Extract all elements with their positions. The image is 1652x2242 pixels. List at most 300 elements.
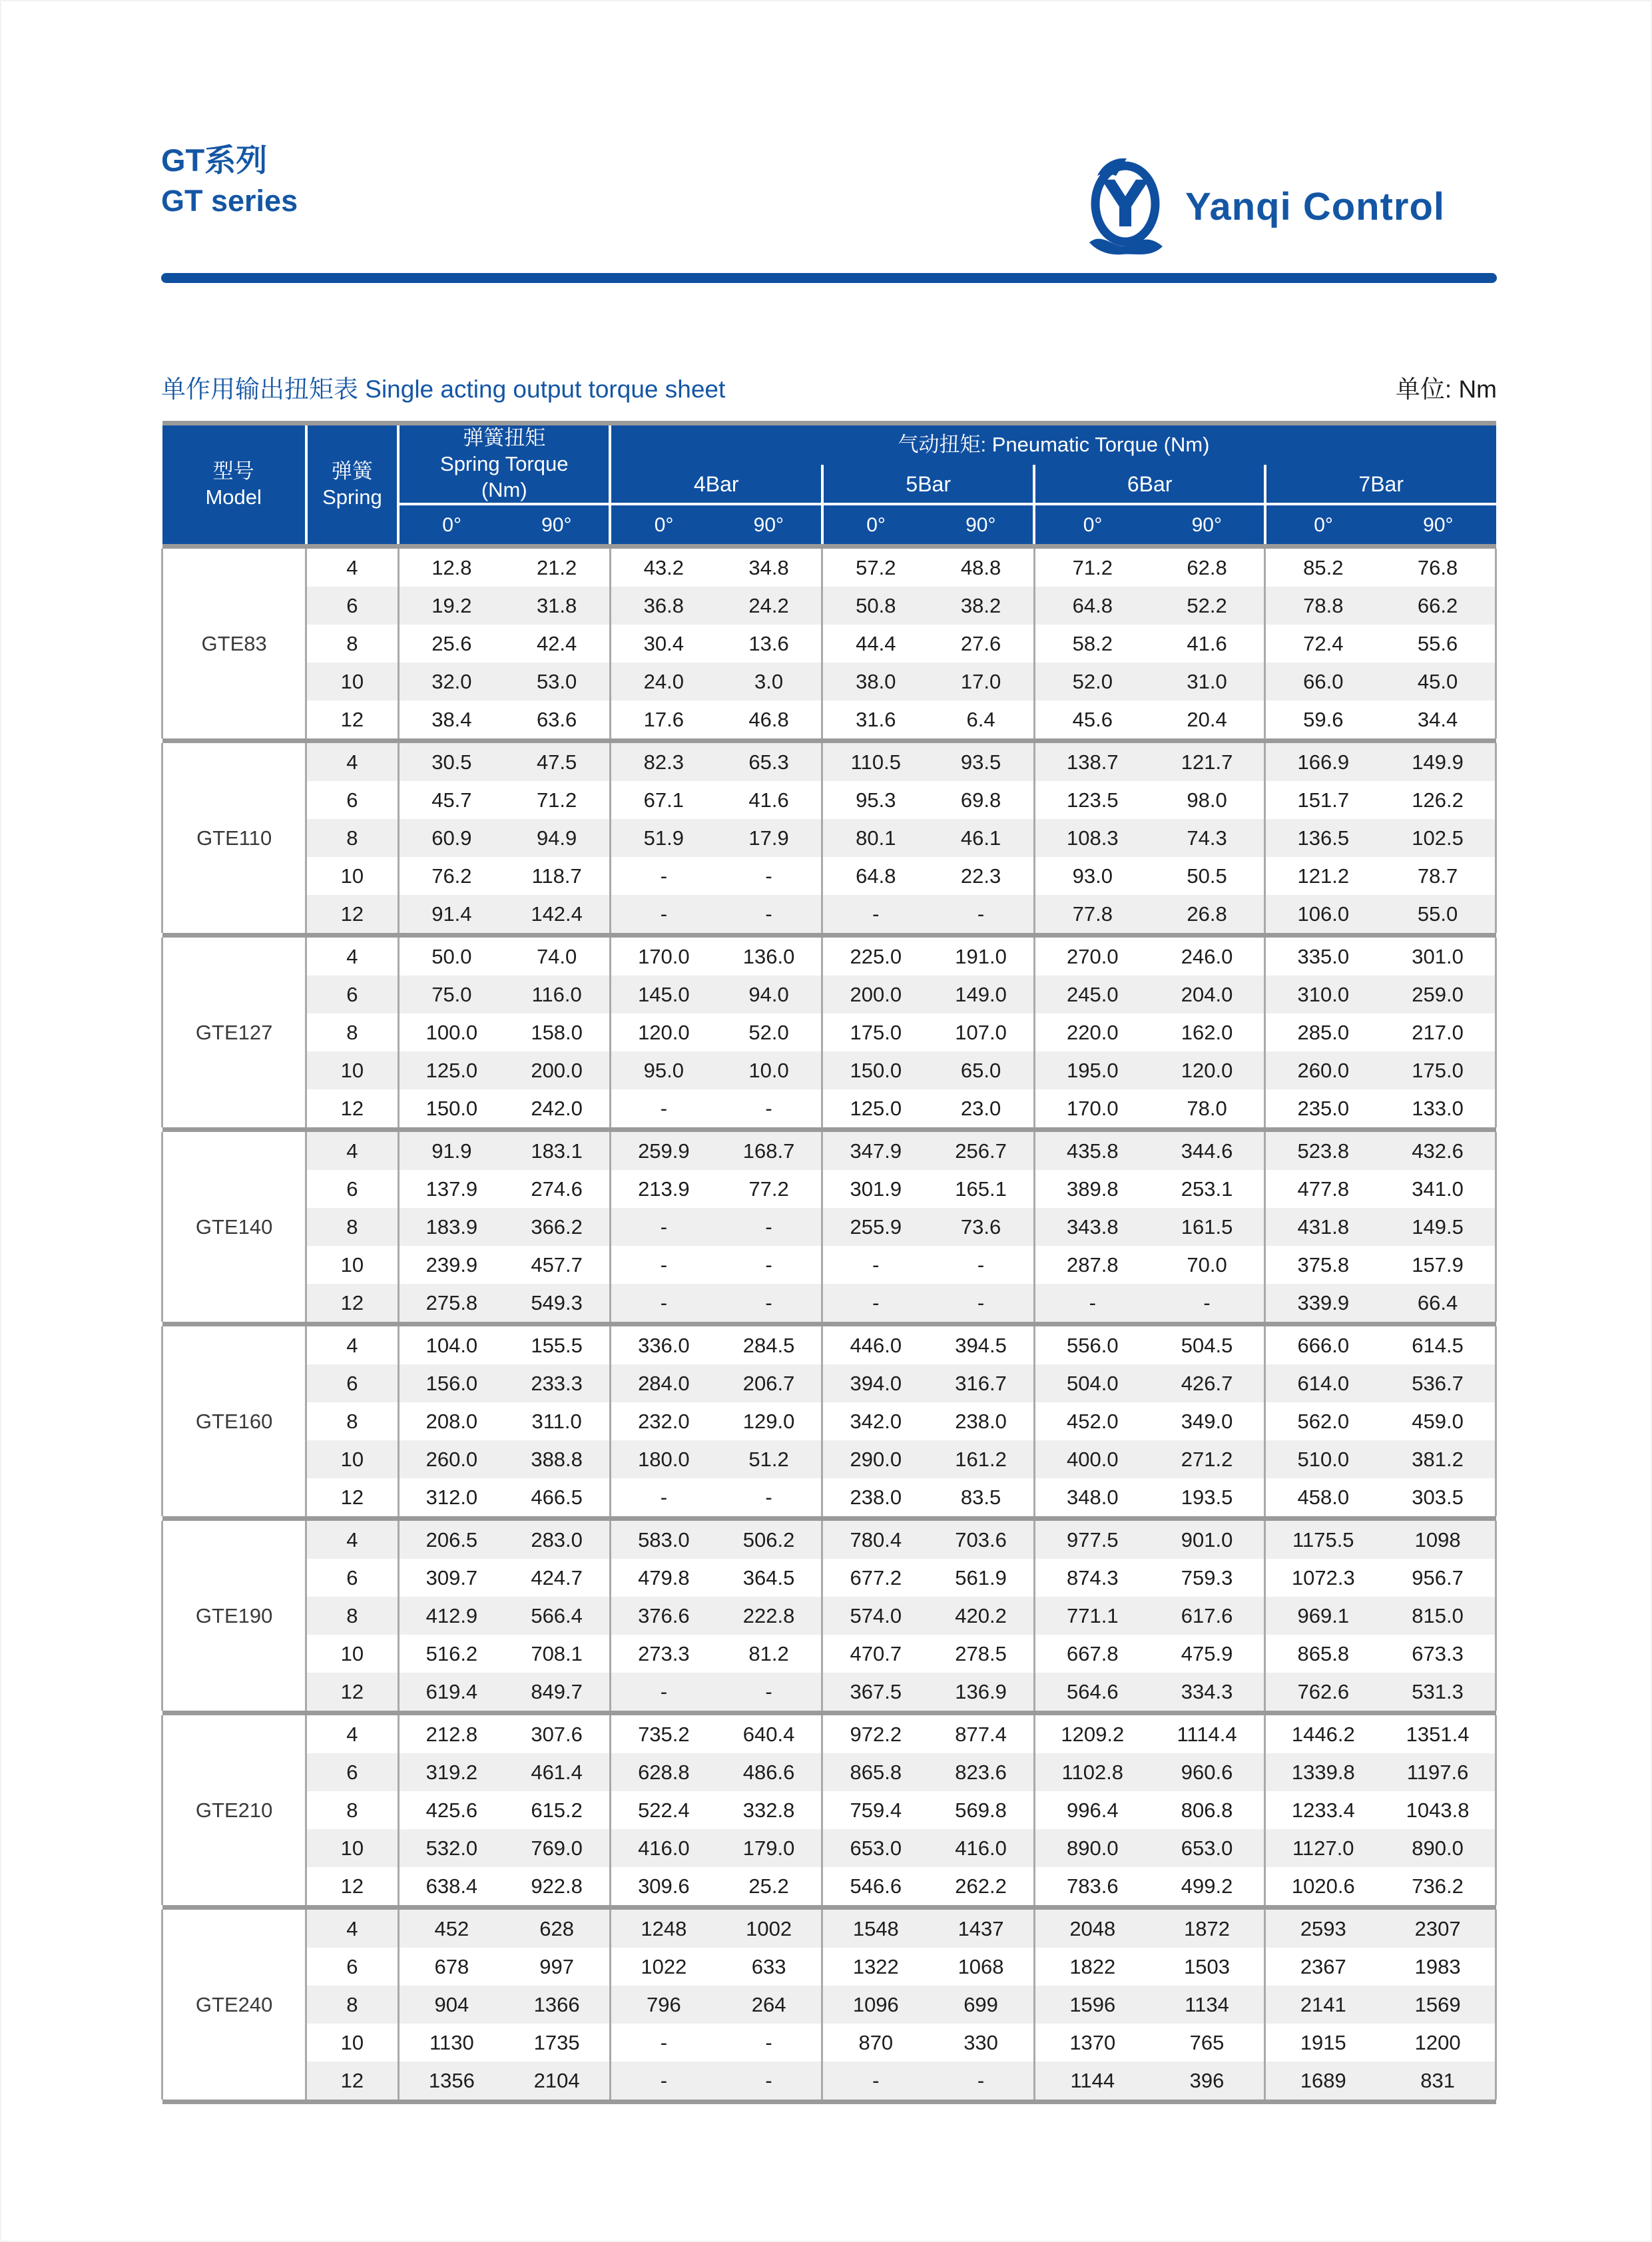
header-spring bbox=[306, 425, 398, 544]
value-cell: - bbox=[928, 895, 1034, 933]
value-cell: 735.2 bbox=[610, 1715, 716, 1753]
brand-logo bbox=[1085, 153, 1445, 260]
value-cell: 1351.4 bbox=[1380, 1715, 1496, 1753]
spring-cell: 4 bbox=[306, 1521, 398, 1559]
value-cell: 13.6 bbox=[716, 625, 822, 663]
value-cell: 703.6 bbox=[928, 1521, 1034, 1559]
value-cell: - bbox=[610, 1089, 716, 1127]
value-cell: 307.6 bbox=[504, 1715, 610, 1753]
value-cell: 22.3 bbox=[928, 857, 1034, 895]
value-cell: 43.2 bbox=[610, 549, 716, 587]
value-cell: 12.8 bbox=[398, 549, 504, 587]
value-cell: 504.0 bbox=[1034, 1364, 1149, 1402]
value-cell: 614.0 bbox=[1265, 1364, 1380, 1402]
value-cell: 17.9 bbox=[716, 819, 822, 857]
value-cell: 666.0 bbox=[1265, 1326, 1380, 1364]
table-row bbox=[162, 1089, 1496, 1127]
value-cell: - bbox=[716, 1478, 822, 1516]
header-model-zh: 型号 bbox=[212, 459, 254, 483]
value-cell: - bbox=[716, 857, 822, 895]
model-cell: GTE110 bbox=[162, 743, 306, 933]
value-cell: 316.7 bbox=[928, 1364, 1034, 1402]
value-cell: 78.8 bbox=[1265, 587, 1380, 625]
value-cell: 1233.4 bbox=[1265, 1791, 1380, 1829]
header-deg0: 0° bbox=[822, 504, 928, 544]
value-cell: 870 bbox=[822, 2024, 928, 2062]
value-cell: 232.0 bbox=[610, 1402, 716, 1440]
value-cell: 245.0 bbox=[1034, 976, 1149, 1013]
value-cell: 569.8 bbox=[928, 1791, 1034, 1829]
table-row bbox=[162, 1326, 1496, 1364]
value-cell: 1130 bbox=[398, 2024, 504, 2062]
spring-cell: 12 bbox=[306, 2062, 398, 2100]
value-cell: 162.0 bbox=[1150, 1013, 1265, 1051]
value-cell: 165.1 bbox=[928, 1170, 1034, 1208]
group-separator bbox=[162, 1516, 1496, 1521]
value-cell: 94.9 bbox=[504, 819, 610, 857]
spring-cell: 4 bbox=[306, 1326, 398, 1364]
value-cell: 831 bbox=[1380, 2062, 1496, 2100]
series-title-en: GT series bbox=[161, 184, 298, 218]
table-row bbox=[162, 549, 1496, 587]
table-row bbox=[162, 857, 1496, 895]
spring-cell: 10 bbox=[306, 2024, 398, 2062]
value-cell: 1356 bbox=[398, 2062, 504, 2100]
value-cell: 367.5 bbox=[822, 1673, 928, 1711]
value-cell: 532.0 bbox=[398, 1829, 504, 1867]
value-cell: 93.5 bbox=[928, 743, 1034, 781]
value-cell: 376.6 bbox=[610, 1597, 716, 1635]
value-cell: 769.0 bbox=[504, 1829, 610, 1867]
spring-cell: 4 bbox=[306, 938, 398, 976]
value-cell: 275.8 bbox=[398, 1284, 504, 1322]
value-cell: 191.0 bbox=[928, 938, 1034, 976]
value-cell: 121.2 bbox=[1265, 857, 1380, 895]
value-cell: 166.9 bbox=[1265, 743, 1380, 781]
value-cell: 341.0 bbox=[1380, 1170, 1496, 1208]
value-cell: 310.0 bbox=[1265, 976, 1380, 1013]
value-cell: 38.2 bbox=[928, 587, 1034, 625]
value-cell: 63.6 bbox=[504, 701, 610, 738]
value-cell: 45.0 bbox=[1380, 663, 1496, 701]
value-cell: 85.2 bbox=[1265, 549, 1380, 587]
value-cell: 57.2 bbox=[822, 549, 928, 587]
value-cell: 2593 bbox=[1265, 1910, 1380, 1948]
header-model-en: Model bbox=[205, 485, 262, 509]
value-cell: 242.0 bbox=[504, 1089, 610, 1127]
table-row bbox=[162, 1597, 1496, 1635]
value-cell: 20.4 bbox=[1150, 701, 1265, 738]
value-cell: 342.0 bbox=[822, 1402, 928, 1440]
table-row bbox=[162, 938, 1496, 976]
value-cell: 309.7 bbox=[398, 1559, 504, 1597]
value-cell: - bbox=[610, 857, 716, 895]
value-cell: 150.0 bbox=[822, 1051, 928, 1089]
value-cell: 2048 bbox=[1034, 1910, 1149, 1948]
value-cell: 95.0 bbox=[610, 1051, 716, 1089]
value-cell: 238.0 bbox=[928, 1402, 1034, 1440]
value-cell: 3.0 bbox=[716, 663, 822, 701]
value-cell: 640.4 bbox=[716, 1715, 822, 1753]
value-cell: - bbox=[822, 895, 928, 933]
value-cell: 566.4 bbox=[504, 1597, 610, 1635]
value-cell: 466.5 bbox=[504, 1478, 610, 1516]
value-cell: 78.7 bbox=[1380, 857, 1496, 895]
table-row bbox=[162, 1402, 1496, 1440]
header-deg90: 90° bbox=[1380, 504, 1496, 544]
value-cell: 400.0 bbox=[1034, 1440, 1149, 1478]
value-cell: 1872 bbox=[1150, 1910, 1265, 1948]
unit-label: 单位: Nm bbox=[1395, 376, 1497, 403]
spring-cell: 4 bbox=[306, 1715, 398, 1753]
value-cell: 1072.3 bbox=[1265, 1559, 1380, 1597]
value-cell: 997 bbox=[504, 1948, 610, 1986]
value-cell: 815.0 bbox=[1380, 1597, 1496, 1635]
value-cell: - bbox=[822, 1284, 928, 1322]
value-cell: 290.0 bbox=[822, 1440, 928, 1478]
spring-cell: 10 bbox=[306, 1440, 398, 1478]
value-cell: 150.0 bbox=[398, 1089, 504, 1127]
value-cell: 256.7 bbox=[928, 1132, 1034, 1170]
value-cell: 336.0 bbox=[610, 1326, 716, 1364]
value-cell: 212.8 bbox=[398, 1715, 504, 1753]
spring-cell: 4 bbox=[306, 1910, 398, 1948]
value-cell: 562.0 bbox=[1265, 1402, 1380, 1440]
value-cell: 1043.8 bbox=[1380, 1791, 1496, 1829]
value-cell: - bbox=[1034, 1284, 1149, 1322]
value-cell: 619.4 bbox=[398, 1673, 504, 1711]
spring-cell: 8 bbox=[306, 819, 398, 857]
value-cell: 311.0 bbox=[504, 1402, 610, 1440]
value-cell: 667.8 bbox=[1034, 1635, 1149, 1673]
value-cell: 6.4 bbox=[928, 701, 1034, 738]
header-deg0: 0° bbox=[398, 504, 504, 544]
value-cell: 531.3 bbox=[1380, 1673, 1496, 1711]
value-cell: 80.1 bbox=[822, 819, 928, 857]
table-row bbox=[162, 701, 1496, 738]
value-cell: - bbox=[610, 1284, 716, 1322]
value-cell: 1175.5 bbox=[1265, 1521, 1380, 1559]
value-cell: 546.6 bbox=[822, 1867, 928, 1905]
value-cell: 259.9 bbox=[610, 1132, 716, 1170]
value-cell: 574.0 bbox=[822, 1597, 928, 1635]
spring-cell: 12 bbox=[306, 895, 398, 933]
value-cell: 890.0 bbox=[1380, 1829, 1496, 1867]
value-cell: 583.0 bbox=[610, 1521, 716, 1559]
spring-cell: 6 bbox=[306, 1364, 398, 1402]
table-row bbox=[162, 976, 1496, 1013]
value-cell: 253.1 bbox=[1150, 1170, 1265, 1208]
value-cell: 133.0 bbox=[1380, 1089, 1496, 1127]
value-cell: 1596 bbox=[1034, 1986, 1149, 2024]
value-cell: 638.4 bbox=[398, 1867, 504, 1905]
value-cell: 1102.8 bbox=[1034, 1753, 1149, 1791]
header-deg0: 0° bbox=[610, 504, 716, 544]
value-cell: 499.2 bbox=[1150, 1867, 1265, 1905]
value-cell: 158.0 bbox=[504, 1013, 610, 1051]
spring-cell: 12 bbox=[306, 1284, 398, 1322]
value-cell: 470.7 bbox=[822, 1635, 928, 1673]
spring-cell: 6 bbox=[306, 1170, 398, 1208]
value-cell: 347.9 bbox=[822, 1132, 928, 1170]
spring-cell: 6 bbox=[306, 1753, 398, 1791]
header-spring-torque bbox=[398, 425, 610, 504]
value-cell: 34.8 bbox=[716, 549, 822, 587]
value-cell: 149.5 bbox=[1380, 1208, 1496, 1246]
value-cell: 23.0 bbox=[928, 1089, 1034, 1127]
value-cell: 771.1 bbox=[1034, 1597, 1149, 1635]
value-cell: 175.0 bbox=[1380, 1051, 1496, 1089]
value-cell: 890.0 bbox=[1034, 1829, 1149, 1867]
value-cell: 31.0 bbox=[1150, 663, 1265, 701]
value-cell: 175.0 bbox=[822, 1013, 928, 1051]
value-cell: - bbox=[716, 1208, 822, 1246]
value-cell: 59.6 bbox=[1265, 701, 1380, 738]
value-cell: 510.0 bbox=[1265, 1440, 1380, 1478]
spring-cell: 12 bbox=[306, 1089, 398, 1127]
value-cell: 457.7 bbox=[504, 1246, 610, 1284]
header-pneumatic-torque: 气动扭矩: Pneumatic Torque (Nm) bbox=[610, 425, 1496, 465]
value-cell: 246.0 bbox=[1150, 938, 1265, 976]
value-cell: 458.0 bbox=[1265, 1478, 1380, 1516]
spring-cell: 8 bbox=[306, 1597, 398, 1635]
value-cell: 204.0 bbox=[1150, 976, 1265, 1013]
value-cell: 30.4 bbox=[610, 625, 716, 663]
table-row bbox=[162, 1521, 1496, 1559]
value-cell: 339.9 bbox=[1265, 1284, 1380, 1322]
table-row bbox=[162, 1208, 1496, 1246]
value-cell: 506.2 bbox=[716, 1521, 822, 1559]
value-cell: 138.7 bbox=[1034, 743, 1149, 781]
value-cell: 564.6 bbox=[1034, 1673, 1149, 1711]
value-cell: 50.0 bbox=[398, 938, 504, 976]
table-row bbox=[162, 1478, 1496, 1516]
value-cell: 106.0 bbox=[1265, 895, 1380, 933]
value-cell: 823.6 bbox=[928, 1753, 1034, 1791]
value-cell: 678 bbox=[398, 1948, 504, 1986]
svg-text:Y: Y bbox=[1102, 167, 1149, 242]
group-separator bbox=[162, 1127, 1496, 1132]
spring-cell: 6 bbox=[306, 1948, 398, 1986]
value-cell: - bbox=[716, 1284, 822, 1322]
group-separator bbox=[162, 2100, 1496, 2104]
yanqi-logo-icon bbox=[1085, 153, 1165, 260]
table-row bbox=[162, 1715, 1496, 1753]
value-cell: 116.0 bbox=[504, 976, 610, 1013]
table-row bbox=[162, 1986, 1496, 2024]
table-row bbox=[162, 663, 1496, 701]
value-cell: - bbox=[928, 1284, 1034, 1322]
value-cell: 183.1 bbox=[504, 1132, 610, 1170]
value-cell: 73.6 bbox=[928, 1208, 1034, 1246]
value-cell: 1114.4 bbox=[1150, 1715, 1265, 1753]
value-cell: 628 bbox=[504, 1910, 610, 1948]
value-cell: 91.4 bbox=[398, 895, 504, 933]
value-cell: 536.7 bbox=[1380, 1364, 1496, 1402]
value-cell: 34.4 bbox=[1380, 701, 1496, 738]
value-cell: 38.4 bbox=[398, 701, 504, 738]
value-cell: 200.0 bbox=[822, 976, 928, 1013]
spring-cell: 4 bbox=[306, 549, 398, 587]
value-cell: 36.8 bbox=[610, 587, 716, 625]
value-cell: 1197.6 bbox=[1380, 1753, 1496, 1791]
value-cell: 60.9 bbox=[398, 819, 504, 857]
value-cell: 412.9 bbox=[398, 1597, 504, 1635]
value-cell: 364.5 bbox=[716, 1559, 822, 1597]
value-cell: 780.4 bbox=[822, 1521, 928, 1559]
spring-cell: 12 bbox=[306, 701, 398, 738]
spring-cell: 10 bbox=[306, 857, 398, 895]
value-cell: 1144 bbox=[1034, 2062, 1149, 2100]
header-deg90: 90° bbox=[504, 504, 610, 544]
table-row bbox=[162, 2024, 1496, 2062]
spring-cell: 8 bbox=[306, 1013, 398, 1051]
value-cell: 332.8 bbox=[716, 1791, 822, 1829]
table-row bbox=[162, 1867, 1496, 1905]
table-row bbox=[162, 1013, 1496, 1051]
header-6bar: 6Bar bbox=[1034, 465, 1265, 504]
value-cell: 765 bbox=[1150, 2024, 1265, 2062]
value-cell: - bbox=[716, 1089, 822, 1127]
value-cell: 561.9 bbox=[928, 1559, 1034, 1597]
value-cell: 52.0 bbox=[716, 1013, 822, 1051]
value-cell: 375.8 bbox=[1265, 1246, 1380, 1284]
value-cell: 27.6 bbox=[928, 625, 1034, 663]
value-cell: 762.6 bbox=[1265, 1673, 1380, 1711]
value-cell: 213.9 bbox=[610, 1170, 716, 1208]
value-cell: 17.0 bbox=[928, 663, 1034, 701]
value-cell: 452 bbox=[398, 1910, 504, 1948]
value-cell: 653.0 bbox=[822, 1829, 928, 1867]
spring-cell: 10 bbox=[306, 1829, 398, 1867]
value-cell: 45.7 bbox=[398, 781, 504, 819]
group-separator bbox=[162, 1905, 1496, 1910]
value-cell: 51.9 bbox=[610, 819, 716, 857]
value-cell: 1689 bbox=[1265, 2062, 1380, 2100]
table-row bbox=[162, 781, 1496, 819]
value-cell: 53.0 bbox=[504, 663, 610, 701]
torque-table-wrap bbox=[161, 421, 1497, 2104]
header-spring-en: Spring bbox=[322, 485, 382, 509]
value-cell: - bbox=[716, 895, 822, 933]
value-cell: 110.5 bbox=[822, 743, 928, 781]
value-cell: 381.2 bbox=[1380, 1440, 1496, 1478]
value-cell: 77.2 bbox=[716, 1170, 822, 1208]
value-cell: 126.2 bbox=[1380, 781, 1496, 819]
value-cell: 420.2 bbox=[928, 1597, 1034, 1635]
value-cell: 235.0 bbox=[1265, 1089, 1380, 1127]
value-cell: 435.8 bbox=[1034, 1132, 1149, 1170]
value-cell: 31.8 bbox=[504, 587, 610, 625]
model-cell: GTE140 bbox=[162, 1132, 306, 1322]
spring-cell: 4 bbox=[306, 1132, 398, 1170]
value-cell: 633 bbox=[716, 1948, 822, 1986]
value-cell: 100.0 bbox=[398, 1013, 504, 1051]
value-cell: - bbox=[716, 1673, 822, 1711]
value-cell: 426.7 bbox=[1150, 1364, 1265, 1402]
value-cell: 66.4 bbox=[1380, 1284, 1496, 1322]
model-cell: GTE210 bbox=[162, 1715, 306, 1905]
value-cell: 50.8 bbox=[822, 587, 928, 625]
value-cell: 121.7 bbox=[1150, 743, 1265, 781]
table-row bbox=[162, 1132, 1496, 1170]
value-cell: 1200 bbox=[1380, 2024, 1496, 2062]
value-cell: 796 bbox=[610, 1986, 716, 2024]
value-cell: 10.0 bbox=[716, 1051, 822, 1089]
value-cell: 459.0 bbox=[1380, 1402, 1496, 1440]
value-cell: - bbox=[822, 2062, 928, 2100]
table-row bbox=[162, 625, 1496, 663]
value-cell: 849.7 bbox=[504, 1673, 610, 1711]
spring-cell: 8 bbox=[306, 1208, 398, 1246]
value-cell: 149.9 bbox=[1380, 743, 1496, 781]
value-cell: 120.0 bbox=[1150, 1051, 1265, 1089]
value-cell: 904 bbox=[398, 1986, 504, 2024]
value-cell: 102.5 bbox=[1380, 819, 1496, 857]
value-cell: 125.0 bbox=[822, 1089, 928, 1127]
value-cell: 425.6 bbox=[398, 1791, 504, 1829]
value-cell: 183.9 bbox=[398, 1208, 504, 1246]
value-cell: 91.9 bbox=[398, 1132, 504, 1170]
header-spring-torque-en: Spring Torque bbox=[440, 451, 569, 475]
value-cell: 67.1 bbox=[610, 781, 716, 819]
value-cell: 78.0 bbox=[1150, 1089, 1265, 1127]
value-cell: 64.8 bbox=[822, 857, 928, 895]
value-cell: 284.5 bbox=[716, 1326, 822, 1364]
value-cell: 200.0 bbox=[504, 1051, 610, 1089]
spring-cell: 10 bbox=[306, 1246, 398, 1284]
value-cell: 479.8 bbox=[610, 1559, 716, 1597]
value-cell: 69.8 bbox=[928, 781, 1034, 819]
value-cell: 901.0 bbox=[1150, 1521, 1265, 1559]
value-cell: 344.6 bbox=[1150, 1132, 1265, 1170]
value-cell: 151.7 bbox=[1265, 781, 1380, 819]
value-cell: 41.6 bbox=[716, 781, 822, 819]
value-cell: 46.1 bbox=[928, 819, 1034, 857]
value-cell: 783.6 bbox=[1034, 1867, 1149, 1905]
value-cell: 72.4 bbox=[1265, 625, 1380, 663]
value-cell: 677.2 bbox=[822, 1559, 928, 1597]
value-cell: 874.3 bbox=[1034, 1559, 1149, 1597]
value-cell: 424.7 bbox=[504, 1559, 610, 1597]
value-cell: 70.0 bbox=[1150, 1246, 1265, 1284]
value-cell: 274.6 bbox=[504, 1170, 610, 1208]
value-cell: 969.1 bbox=[1265, 1597, 1380, 1635]
value-cell: 1339.8 bbox=[1265, 1753, 1380, 1791]
value-cell: 2367 bbox=[1265, 1948, 1380, 1986]
value-cell: 118.7 bbox=[504, 857, 610, 895]
value-cell: 1002 bbox=[716, 1910, 822, 1948]
value-cell: 699 bbox=[928, 1986, 1034, 2024]
value-cell: 136.5 bbox=[1265, 819, 1380, 857]
value-cell: 17.6 bbox=[610, 701, 716, 738]
value-cell: 170.0 bbox=[610, 938, 716, 976]
value-cell: 628.8 bbox=[610, 1753, 716, 1791]
group-separator bbox=[162, 738, 1496, 743]
value-cell: 238.0 bbox=[822, 1478, 928, 1516]
value-cell: 278.5 bbox=[928, 1635, 1034, 1673]
value-cell: 66.0 bbox=[1265, 663, 1380, 701]
spring-cell: 12 bbox=[306, 1478, 398, 1516]
header-7bar: 7Bar bbox=[1265, 465, 1496, 504]
spring-cell: 8 bbox=[306, 625, 398, 663]
value-cell: 217.0 bbox=[1380, 1013, 1496, 1051]
table-top-bar bbox=[162, 421, 1496, 425]
table-row bbox=[162, 1910, 1496, 1948]
value-cell: 996.4 bbox=[1034, 1791, 1149, 1829]
model-cell: GTE83 bbox=[162, 549, 306, 738]
value-cell: 1096 bbox=[822, 1986, 928, 2024]
